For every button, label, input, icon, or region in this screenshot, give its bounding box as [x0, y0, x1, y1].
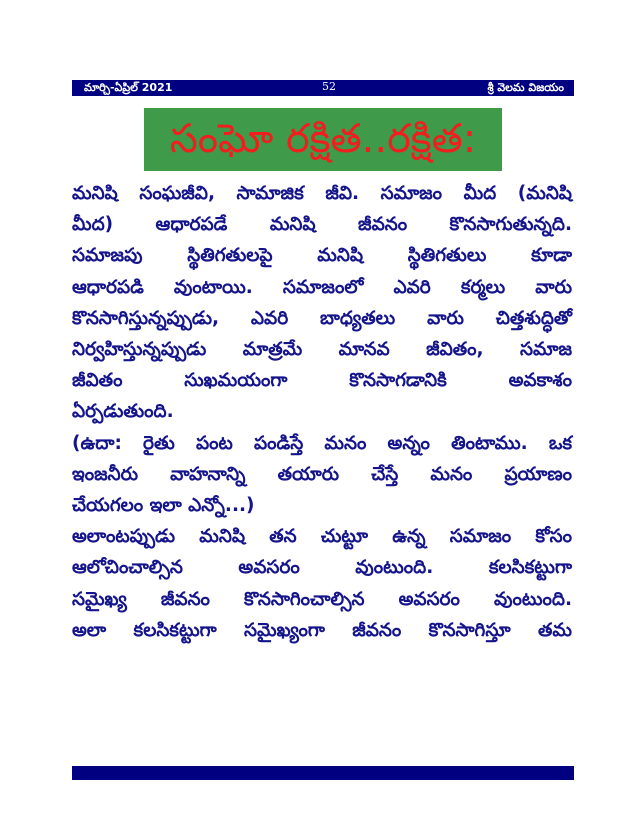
body-line: ఏర్పడుతుంది.	[72, 401, 174, 423]
body-line: ఇంజనీరు వాహనాన్ని తయారు చేస్తే మనం ప్రయాణం	[72, 463, 572, 485]
issue-date: మార్చి-ఏప్రిల్ 2021	[84, 81, 173, 94]
body-line: ఆలోచించాల్సిన అవసరం వుంటుంది. కలసికట్టుగా	[72, 557, 572, 579]
body-line: మనిషి సంఘజీవి, సామాజిక జీవి. సమాజం మీద (మనిషి	[72, 183, 572, 204]
magazine-name: శ్రీ వెలమ విజయం	[487, 81, 564, 94]
article-title: సంఘో రక్షిత..రక్షిత:	[169, 116, 477, 162]
page-footer-bar	[72, 766, 574, 780]
body-line: సమాజపు స్థితిగతులపై మనిషి స్థితిగతులు కూడా	[72, 245, 572, 267]
body-line: అలాంటప్పుడు మనిషి తన చుట్టూ ఉన్న సమాజం కోసం	[72, 526, 572, 548]
body-line: నిర్వహిస్తున్నప్పుడు మాత్రమే మానవ జీవితం, సమాజ	[72, 339, 572, 361]
body-line: సమైఖ్య జీవనం కొనసాగించాల్సిన అవసరం వుంటుంది.	[72, 588, 572, 610]
article-title-banner	[144, 108, 502, 171]
body-line: కొనసాగిస్తున్నప్పుడు, ఎవరి బాధ్యతలు వారు చిత్తశుద్ధితో	[72, 307, 572, 329]
body-line: చేయగలం ఇలా ఎన్నో...)	[72, 495, 255, 517]
page-number: 52	[322, 80, 336, 93]
body-line: అలా కలసికట్టుగా సమైఖ్యంగా జీవనం కొనసాగిస్తూ తమ	[72, 619, 572, 641]
body-line: మీద) ఆధారపడే మనిషి జీవనం కొనసాగుతున్నది.	[72, 214, 572, 236]
page-header-bar	[72, 80, 574, 96]
body-line: (ఉదా: రైతు పంట పండిస్తే మనం అన్నం తింటాము. ఒక	[72, 432, 572, 454]
body-line: జీవితం సుఖమయంగా కొనసాగడానికి అవకాశం	[72, 370, 572, 392]
body-line: ఆధారపడి వుంటాయి. సమాజంలో ఎవరి కర్మలు వారు	[72, 276, 572, 298]
article-body	[72, 178, 572, 646]
